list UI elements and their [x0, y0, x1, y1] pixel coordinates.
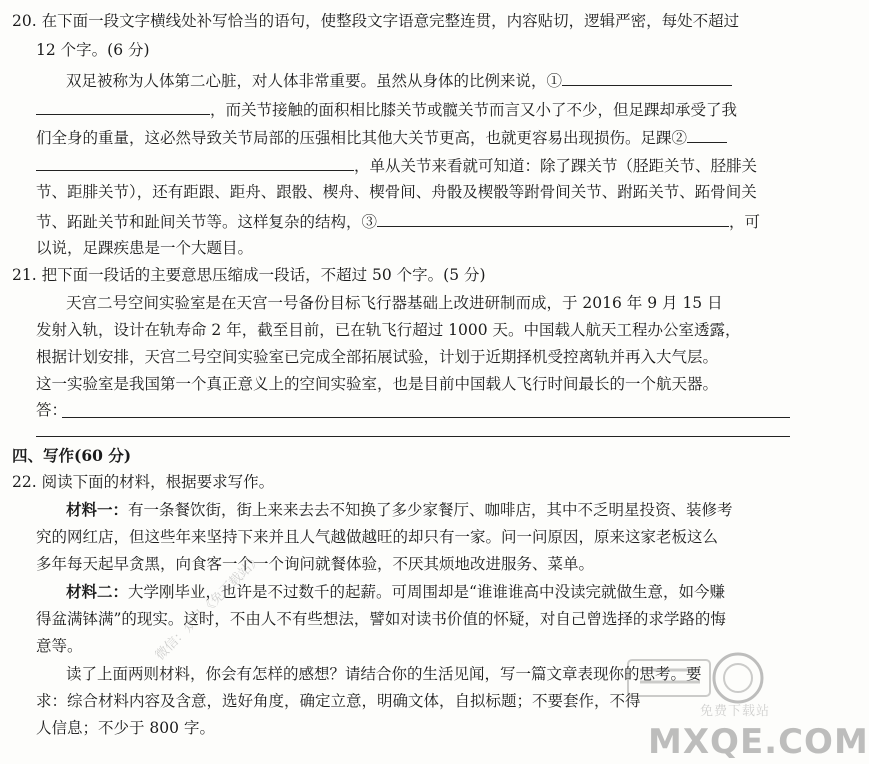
q22-material1-line3: 多年每天起早贪黑，向食客一个一个询问就餐体验，不厌其烦地改进服务、菜单。 [36, 555, 595, 573]
q20-blank-2-start[interactable] [687, 124, 727, 143]
q22-stem: 22. 阅读下面的材料，根据要求写作。 [12, 473, 275, 491]
q22-material2-line1 [66, 580, 725, 604]
section-heading: 四、写作(60 分) [12, 446, 132, 465]
q20-text: 们全身的重量，这必然导致关节局部的压强相比其他大关节更高，也就更容易出现损伤。足踝② [36, 129, 688, 147]
q22-material1-line1 [66, 498, 733, 522]
site-logo-watermark [618, 646, 768, 708]
q20-text: 节、跖趾关节和趾间关节等。这样复杂的结构，③ [36, 213, 378, 231]
q20-paragraph-line5: 节、距腓关节），还有距跟、距舟、跟骰、楔舟、楔骨间、舟骰及楔骰等跗骨间关节、跗跖关节、跖骨间关 [36, 183, 757, 201]
q21-paragraph-line3: 根据计划安排，天宫二号空间实验室已完成全部拓展试验，计划于近期择机受控离轨并再入大气层。 [36, 348, 719, 366]
q21-answer-label: 答： [36, 401, 68, 419]
q20-text: ，可 [729, 213, 761, 231]
q20-paragraph-line3 [36, 124, 727, 150]
q20-stem-line1: 20. 在下面一段文字横线处补写恰当的语句，使整段文字语意完整连贯，内容贴切，逻辑严密，每处不超过 [12, 12, 740, 30]
q20-blank-2-end[interactable] [36, 152, 354, 171]
material1-label: 材料一： [66, 500, 129, 519]
q20-text: ，而关节接触的面积相比膝关节或髋关节而言又小了不少，但足踝却承受了我 [210, 101, 738, 119]
q22-requirement-line3: 人信息；不少于 800 字。 [36, 719, 215, 737]
answer-circle-logo-icon [618, 646, 768, 708]
q21-paragraph-line1: 天宫二号空间实验室是在天宫一号备份目标飞行器基础上改进研制而成，于 2016 年 9 月 15 日 [66, 294, 723, 312]
q22-material2-line2: 得盆满钵满”的现实。这时，不由人不有些想法，譬如对读书价值的怀疑，对自己曾选择的求学路的悔 [36, 610, 726, 628]
q20-paragraph-line6 [36, 208, 760, 234]
q20-paragraph-line1 [66, 67, 732, 93]
q20-stem-line2: 12 个字。(6 分) [36, 41, 150, 59]
material2-label: 材料二： [66, 582, 129, 601]
q20-paragraph-line4 [36, 152, 757, 178]
q21-paragraph-line4: 这一实验室是我国第一个真正意义上的空间实验室，也是目前中国载人飞行时间最长的一个航天器。 [36, 375, 719, 393]
q20-paragraph-line7: 以说，足踝疾患是一个大题目。 [36, 239, 254, 257]
q21-answer-line-2[interactable] [36, 436, 790, 437]
q22-material2-line3: 意等。 [36, 637, 83, 655]
material1-text: 有一条餐饮街，街上来来去去不知换了多少家餐厅、咖啡店，其中不乏明星投资、装修考 [128, 501, 733, 519]
q20-blank-1-end[interactable] [36, 96, 210, 115]
q20-text: ，单从关节来看就可知道：除了踝关节（胫距关节、胫腓关 [354, 157, 758, 175]
q20-blank-1-start[interactable] [562, 67, 732, 86]
q22-material1-line2: 究的网红店，但这些年来坚持下来并且人气越做越旺的却只有一家。问一问原因，原来这家老板这么 [36, 528, 719, 546]
q21-answer-line-1[interactable] [62, 417, 790, 418]
q21-stem: 21. 把下面一段话的主要意思压缩成一段话，不超过 50 个字。(5 分) [12, 266, 486, 284]
q22-requirement-line2: 求：综合材料内容及含意，选好角度，确定立意，明确文体，自拟标题；不要套作，不得 [36, 692, 641, 710]
q20-text: 双足被称为人体第二心脏，对人体非常重要。虽然从身体的比例来说，① [66, 72, 563, 90]
q20-paragraph-line2 [36, 96, 737, 122]
site-url-watermark: MXQE.COM [648, 722, 869, 762]
q22-requirement-line1: 读了上面两则材料，你会有怎样的感想？请结合你的生活见闻，写一篇文章表现你的思考。要 [66, 665, 702, 683]
q20-blank-3[interactable] [377, 208, 729, 227]
q21-paragraph-line2: 发射入轨，设计在轨寿命 2 年，截至目前，已在轨飞行超过 1000 天。中国载人航天工程办公室透露， [36, 321, 741, 339]
corner-text-watermark: 免费下载站 [700, 704, 771, 719]
material2-text: 大学刚毕业，也许是不过数千的起薪。可周围却是“谁谁谁高中没读完就做生意，如今赚 [128, 583, 725, 601]
wechat-stamp-watermark: 微信：众号《免下载站》 [152, 551, 265, 664]
